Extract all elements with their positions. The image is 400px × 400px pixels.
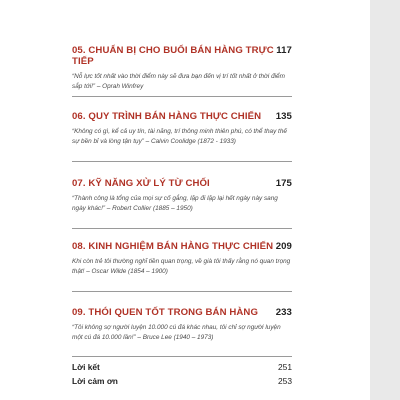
chapter-title: 08. KINH NGHIỆM BÁN HÀNG THỰC CHIẾN: [72, 241, 274, 252]
chapter-quote: “Không có gì, kể cả uy tín, tài năng, trí thông minh thiên phú, có thể thay thế sự bền bỉ và lòng tận tụy” – Calvin Coolidge (1872 - 1933): [72, 128, 287, 145]
end-matter-label: Lời kết: [72, 362, 100, 372]
toc-entry-chapter-08[interactable]: [72, 241, 292, 277]
chapter-page-number: 135: [275, 111, 292, 122]
toc-entry-conclusion[interactable]: [72, 362, 292, 372]
chapter-quote: Khi còn trẻ tôi thường nghĩ tiền quan trọng, về già tôi thấy rằng nó quan trọng thật! – Oscar Wilde (1854 – 1900): [72, 258, 291, 275]
end-matter-label: Lời cảm ơn: [72, 376, 118, 386]
chapter-page-number: 209: [275, 241, 292, 252]
divider: [72, 228, 292, 229]
divider: [72, 161, 292, 162]
end-matter-page-number: 251: [278, 362, 292, 372]
chapter-page-number: 175: [275, 178, 292, 189]
toc-entry-chapter-05[interactable]: [72, 45, 292, 92]
chapter-page-number: 233: [275, 307, 292, 318]
divider: [72, 96, 292, 97]
divider: [72, 291, 292, 292]
chapter-title: 06. QUY TRÌNH BÁN HÀNG THỰC CHIẾN: [72, 111, 262, 122]
toc-entry-chapter-09[interactable]: [72, 307, 292, 343]
chapter-title: 07. KỸ NĂNG XỬ LÝ TỪ CHỐI: [72, 178, 210, 189]
toc-entry-acknowledgements[interactable]: [72, 376, 292, 386]
toc-entry-chapter-06[interactable]: [72, 111, 292, 147]
chapter-quote: “Tôi không sợ người luyện 10.000 cú đá khác nhau, tôi chỉ sợ người luyện một cú đá 10.000 lần!” – Bruce Lee (1940 – 1973): [72, 324, 281, 341]
chapter-title: 09. THÓI QUEN TỐT TRONG BÁN HÀNG: [72, 307, 259, 318]
toc-entry-chapter-07[interactable]: [72, 178, 292, 214]
end-matter-page-number: 253: [278, 376, 292, 386]
page-edge-strip: [370, 0, 400, 400]
chapter-title: 05. CHUẨN BỊ CHO BUỔI BÁN HÀNG TRỰC TIẾP: [72, 45, 274, 67]
divider: [72, 356, 292, 357]
chapter-quote: “Nỗ lực tốt nhất vào thời điểm này sẽ đưa bạn đến vị trí tốt nhất ở thời điểm sắp tới!” – Oprah Winfrey: [72, 73, 285, 90]
chapter-page-number: 117: [276, 45, 292, 56]
chapter-quote: “Thành công là tổng của mọi sự cố gắng, lặp đi lặp lại hết ngày này sang ngày khác!” – Robert Collier (1885 – 1950): [72, 195, 278, 212]
